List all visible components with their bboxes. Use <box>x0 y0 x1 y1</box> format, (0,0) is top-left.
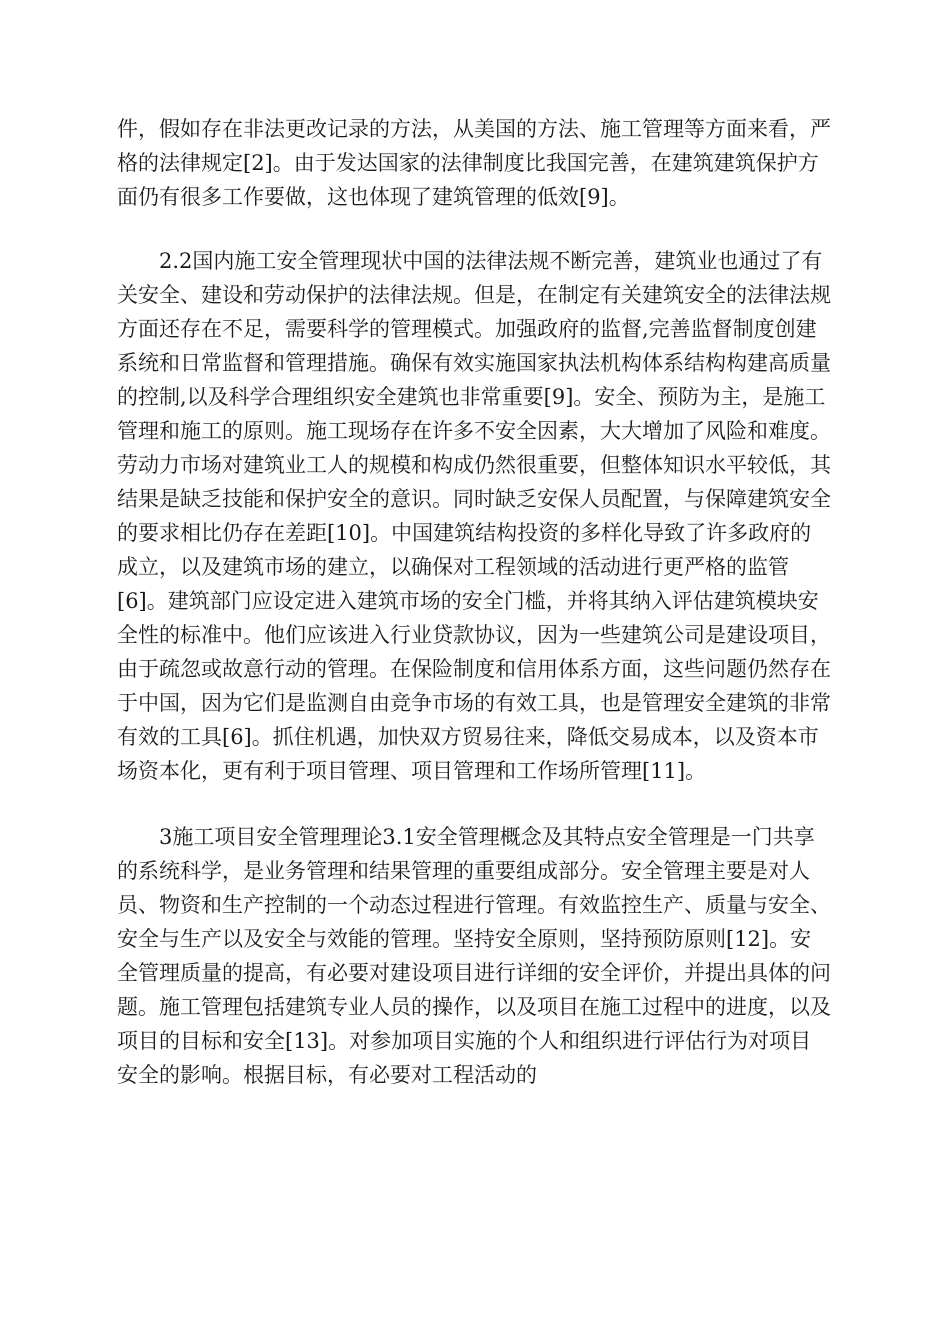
paragraph-2: 2.2国内施工安全管理现状中国的法律法规不断完善，建筑业也通过了有关安全、建设和劳动保护的法律法规。但是，在制定有关建筑安全的法律法规方面还存在不足，需要科学的管理模式。加强政府的监督,完善监督制度创建系统和日常监督和管理措施。确保有效实施国家执法机构体系结构构建高质量的控制,以及科学合理组织安全建筑也非常重要[9]。安全、预防为主，是施工管理和施工的原则。施工现场存在许多不安全因素，大大增加了风险和难度。劳动力市场对建筑业工人的规模和构成仍然很重要，但整体知识水平较低，其结果是缺乏技能和保护安全的意识。同时缺乏安保人员配置，与保障建筑安全的要求相比仍存在差距[10]。中国建筑结构投资的多样化导致了许多政府的成立，以及建筑市场的建立，以确保对工程领域的活动进行更严格的监管[6]。建筑部门应设定进入建筑市场的安全门槛，并将其纳入评估建筑模块安全性的标准中。他们应该进入行业贷款协议，因为一些建筑公司是建设项目，由于疏忽或故意行动的管理。在保险制度和信用体系方面，这些问题仍然存在于中国，因为它们是监测自由竞争市场的有效工具，也是管理安全建筑的非常有效的工具[6]。抓住机遇，加快双方贸易往来，降低交易成本，以及资本市场资本化，更有利于项目管理、项目管理和工作场所管理[11]。 <box>117 249 831 783</box>
paragraph-1: 件，假如存在非法更改记录的方法，从美国的方法、施工管理等方面来看，严格的法律规定[2]。由于发达国家的法律制度比我国完善，在建筑建筑保护方面仍有很多工作要做，这也体现了建筑管理的低效[9]。 <box>117 117 831 209</box>
paragraph-3: 3施工项目安全管理理论3.1安全管理概念及其特点安全管理是一门共享的系统科学，是业务管理和结果管理的重要组成部分。安全管理主要是对人员、物资和生产控制的一个动态过程进行管理。有效监控生产、质量与安全、安全与生产以及安全与效能的管理。坚持安全原则，坚持预防原则[12]。安全管理质量的提高，有必要对建设项目进行详细的安全评价，并提出具体的问题。施工管理包括建筑专业人员的操作，以及项目在施工过程中的进度，以及项目的目标和安全[13]。对参加项目实施的个人和组织进行评估行为对项目安全的影响。根据目标，有必要对工程活动的 <box>117 825 831 1087</box>
document-body <box>117 112 831 1092</box>
